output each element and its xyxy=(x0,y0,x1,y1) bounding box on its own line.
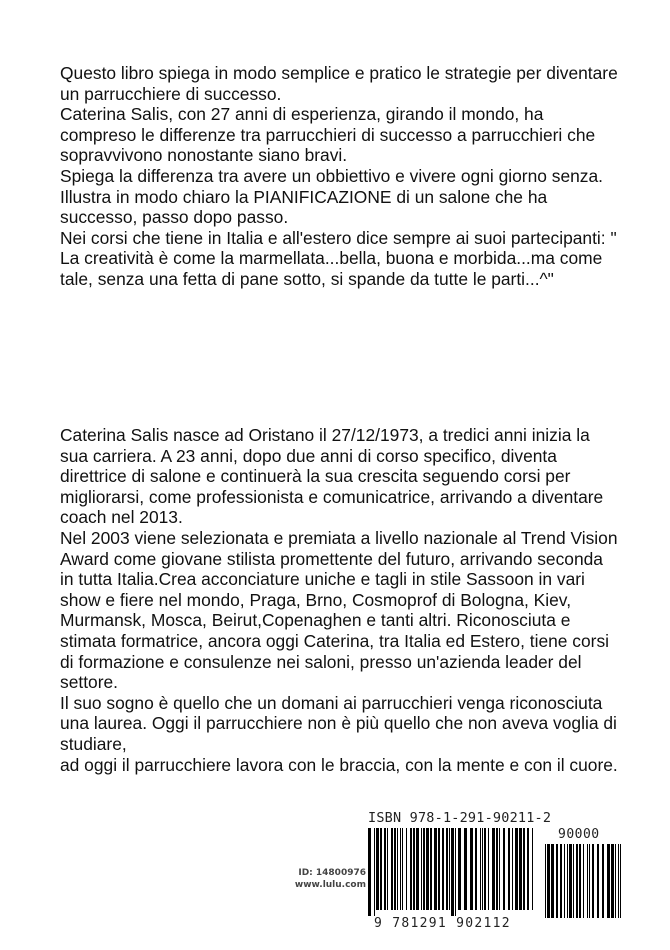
publisher-id: ID: 14800976 xyxy=(298,868,366,878)
bio-paragraph: Caterina Salis nasce ad Oristano il 27/12/1973, a tredici anni inizia la sua carriera. A 23 anni, dopo due anni di corso specifico, diventa direttrice di salone e continuerà la sua crescita seguendo corsi per migliorarsi, come professionista e comunicatrice, arrivando a diventare coach nel 2013. xyxy=(60,425,604,528)
blurb-paragraph: Illustra in modo chiaro la PIANIFICAZIONE di un salone che ha successo, passo dopo passo. xyxy=(60,186,548,228)
price-code: 90000 xyxy=(558,827,600,842)
publisher-info xyxy=(280,867,366,891)
publisher-site: www.lulu.com xyxy=(294,880,366,890)
blurb-paragraph: Spiega la differenza tra avere un obbiettivo e vivere ogni giorno senza. xyxy=(60,165,603,186)
isbn-label: ISBN 978-1-291-90211-2 xyxy=(368,810,552,826)
bio-paragraph: Il suo sogno è quello che un domani ai parrucchieri venga riconosciuta una laurea. Oggi il parrucchiere non è più quello che non aveva voglia di studiare, xyxy=(60,692,617,754)
blurb-paragraph: Nei corsi che tiene in Italia e all'estero dice sempre ai suoi partecipanti: " La creatività è come la marmellata...bella, buona e morbida...ma come tale, senza una fetta di pane sotto, si spande da tutte le parti...^" xyxy=(60,227,617,289)
bio-paragraph: ad oggi il parrucchiere lavora con le braccia, con la mente e con il cuore. xyxy=(60,754,618,775)
addon-barcode xyxy=(545,844,623,924)
blurb-paragraph: Questo libro spiega in modo semplice e pratico le strategie per diventare un parrucchiere di successo. xyxy=(60,63,618,104)
ean-barcode xyxy=(368,828,536,916)
blurb-text xyxy=(60,63,620,290)
blurb-paragraph: Caterina Salis, con 27 anni di esperienza, girando il mondo, ha compreso le differenze tra parrucchieri di successo a parrucchieri che sopravvivono nonostante siano bravi. xyxy=(60,104,596,166)
author-bio xyxy=(60,425,620,775)
ean-digits: 9 781291 902112 xyxy=(374,916,511,931)
bio-paragraph: Nel 2003 viene selezionata e premiata a livello nazionale al Trend Vision Award come giovane stilista promettente del futuro, arrivando seconda in tutta Italia.Crea acconciature uniche e tagli in stile Sassoon in vari show e fiere nel mondo, Praga, Brno, Cosmoprof di Bologna, Kiev, Murmansk, Mosca, Beirut,Copenaghen e tanti altri. Riconosciuta e stimata formatrice, ancora oggi Caterina, tra Italia ed Estero, tiene corsi di formazione e consulenze nei saloni, presso un'azienda leader del settore. xyxy=(60,527,618,693)
